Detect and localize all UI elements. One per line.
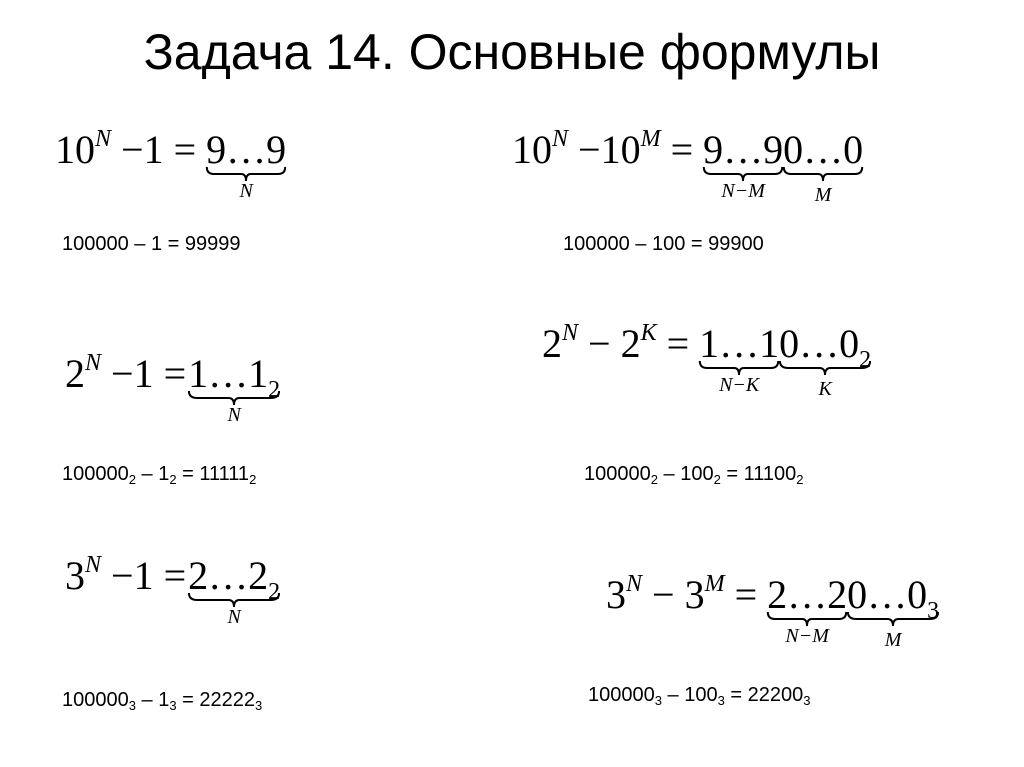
number-base: 2 <box>268 579 281 605</box>
formula-text: −1 = <box>111 553 187 598</box>
brace-label: N−K <box>719 374 760 396</box>
formula-digits: 1…1 <box>188 351 269 396</box>
formula-text: −1 = <box>111 351 187 396</box>
example-binary-single: $100000_2 - 1_2 = 11111_2$ <box>62 463 257 487</box>
formula-base: 2 <box>542 321 562 366</box>
formula-base: 2 <box>65 351 85 396</box>
formula-digits: 9…9 <box>703 127 784 172</box>
formula-digits: 2…2 <box>188 553 269 598</box>
brace-label: N <box>239 180 253 202</box>
formula-base: 10 <box>55 127 95 172</box>
formula-exponent: N <box>95 126 112 152</box>
braced-digits <box>767 572 848 647</box>
brace-label: N <box>227 404 241 426</box>
braced-digits <box>779 321 872 400</box>
formula-exponent: N <box>562 320 579 346</box>
braced-digits <box>847 572 940 651</box>
formula-base: 3 <box>606 572 626 617</box>
formula-decimal-double <box>512 126 864 206</box>
brace-label: M <box>814 184 832 206</box>
example-ternary-double: $100000_3 - 100_3 = 22200_3$ <box>588 684 811 708</box>
formula-exponent: N <box>85 552 102 578</box>
formula-exponent: N <box>85 350 102 376</box>
example-ternary-single: $100000_3 - 1_3 = 22222_3$ <box>62 689 263 713</box>
formula-equals: = <box>666 321 690 366</box>
braced-digits <box>783 127 864 206</box>
formula-digits: 0…0 <box>779 321 860 366</box>
formula-binary-single <box>65 350 281 426</box>
formula-equals: = <box>734 572 758 617</box>
braced-digits <box>703 127 784 202</box>
braced-digits <box>188 351 281 426</box>
formula-base: 10 <box>512 127 552 172</box>
brace-label: N−M <box>785 625 829 647</box>
number-base: 2 <box>268 377 281 403</box>
underbrace <box>783 166 863 182</box>
formula-exponent: N <box>552 126 569 152</box>
underbrace <box>847 611 939 627</box>
brace-label: K <box>818 378 832 400</box>
formula-digits: 0…0 <box>783 127 864 172</box>
formula-text: −1 = <box>121 127 197 172</box>
formula-exponent: K <box>640 320 657 346</box>
underbrace <box>779 360 871 376</box>
number-base: 2 <box>859 347 872 373</box>
formula-digits: 1…1 <box>699 321 780 366</box>
brace-label: N−M <box>721 180 765 202</box>
formula-text: − 3 <box>652 572 705 617</box>
number-base: 3 <box>927 598 940 624</box>
slide-title: Задача 14. Основные формулы <box>143 24 881 80</box>
formula-binary-double <box>542 320 872 400</box>
brace-label: N <box>227 606 241 628</box>
braced-digits <box>699 321 780 396</box>
formula-equals: = <box>670 127 694 172</box>
formula-decimal-single <box>55 126 287 202</box>
formula-base: 3 <box>65 553 85 598</box>
braced-digits <box>188 553 281 628</box>
example-binary-double: $100000_2 - 100_2 = 11100_2$ <box>584 463 804 487</box>
formula-exponent: N <box>626 571 643 597</box>
brace-label: M <box>884 629 902 651</box>
formula-ternary-single <box>65 552 281 628</box>
braced-digits <box>206 127 287 202</box>
formula-exponent: M <box>704 571 725 597</box>
example-decimal-double: 100000 – 100 = 99900 <box>563 233 764 255</box>
formula-ternary-double <box>606 571 940 651</box>
example-decimal-single: 100000 – 1 = 99999 <box>62 233 241 255</box>
formula-digits: 9…9 <box>206 127 287 172</box>
formula-digits: 0…0 <box>847 572 928 617</box>
formula-text: − 2 <box>588 321 641 366</box>
formula-text: −10 <box>578 127 641 172</box>
formula-digits: 2…2 <box>767 572 848 617</box>
formula-exponent: M <box>640 126 661 152</box>
